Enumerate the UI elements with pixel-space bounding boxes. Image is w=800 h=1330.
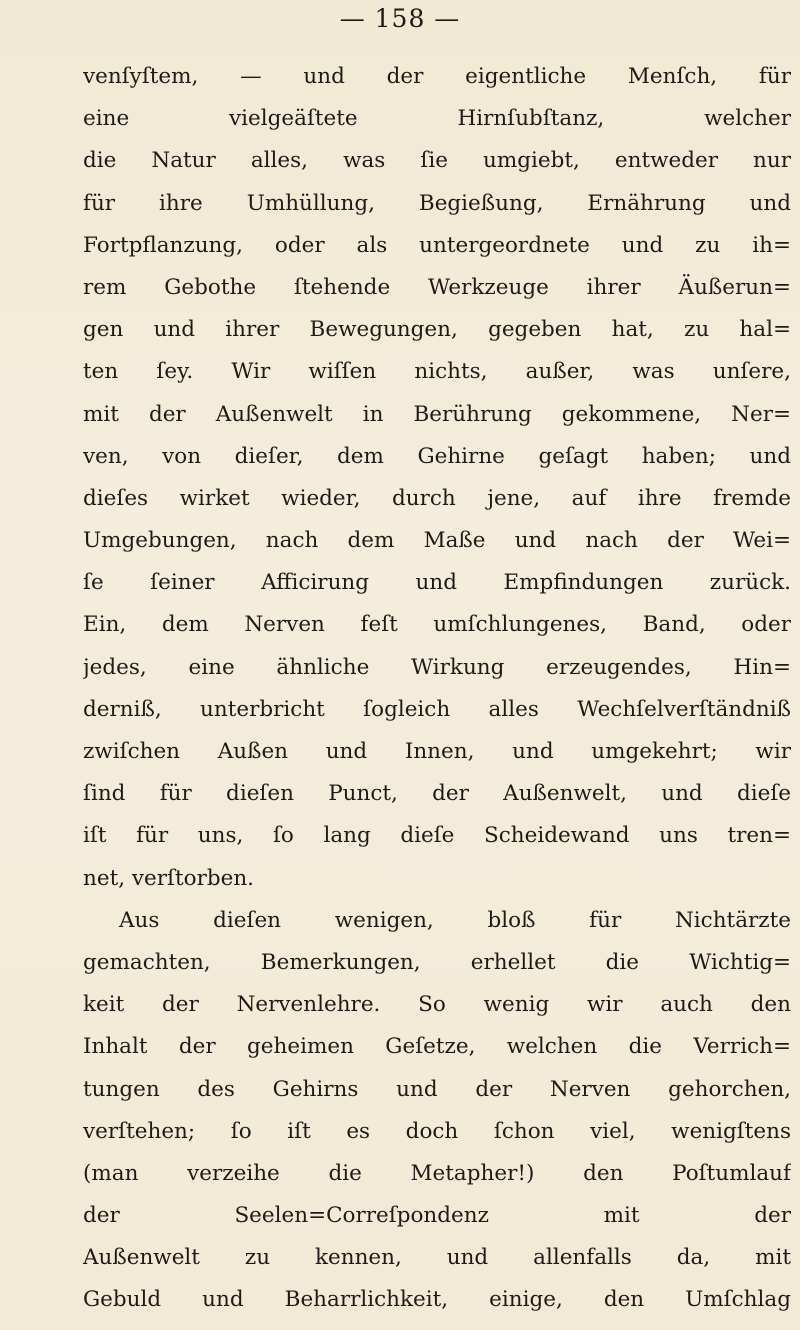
text-line: für ihre Umhüllung, Begießung, Ernährung und xyxy=(83,190,791,216)
text-line: die Natur alles, was ſie umgiebt, entweder nur xyxy=(83,148,791,174)
text-line: dieſes wirket wieder, durch jene, auf ihre fremde xyxy=(83,485,791,511)
text-line: jedes, eine ähnliche Wirkung erzeugendes, Hin= xyxy=(83,654,791,680)
body-text xyxy=(83,56,791,1322)
text-line: Aus dieſen wenigen, bloß für Nichtärzte xyxy=(119,907,791,933)
text-line: Ein, dem Nerven feſt umſchlungenes, Band, oder xyxy=(83,612,791,638)
text-line: Inhalt der geheimen Geſetze, welchen die Verrich= xyxy=(83,1034,791,1060)
text-line: gemachten, Bemerkungen, erhellet die Wichtig= xyxy=(83,949,791,975)
text-line: tungen des Gehirns und der Nerven gehorchen, xyxy=(83,1076,791,1102)
text-line: gen und ihrer Bewegungen, gegeben hat, zu hal= xyxy=(83,317,791,343)
page-number: — 158 — xyxy=(339,4,461,33)
text-line: zwiſchen Außen und Innen, und umgekehrt; wir xyxy=(83,739,791,764)
text-line: verſtehen; ſo iſt es doch ſchon viel, wenigſtens xyxy=(83,1118,791,1144)
text-line: venſyſtem, — und der eigentliche Menſch, für xyxy=(83,64,791,89)
text-line: keit der Nervenlehre. So wenig wir auch den xyxy=(83,992,791,1018)
text-line: iſt für uns, ſo lang dieſe Scheidewand uns tren= xyxy=(83,823,791,849)
text-line: net, verſtorben. xyxy=(83,865,255,891)
text-line: (man verzeihe die Metapher!) den Poſtumlauf xyxy=(83,1160,791,1186)
text-line: mit der Außenwelt in Berührung gekommene, Ner= xyxy=(83,401,791,427)
text-line: eine vielgeäſtete Hirnſubſtanz, welcher xyxy=(83,106,791,132)
text-line: der Seelen=Correſpondenz mit der xyxy=(83,1203,791,1229)
text-line: ten ſey. Wir wiſſen nichts, außer, was unſere, xyxy=(83,359,791,385)
text-line: ven, von dieſer, dem Gehirne geſagt haben; und xyxy=(83,443,791,469)
text-line: Außenwelt zu kennen, und allenfalls da, mit xyxy=(83,1245,791,1271)
text-line: ſe ſeiner Afficirung und Empfindungen zurück. xyxy=(83,570,791,596)
text-line: Fortpflanzung, oder als untergeordnete und zu ih= xyxy=(83,232,791,258)
text-line: Gebuld und Beharrlichkeit, einige, den Umſchlag xyxy=(83,1287,791,1313)
text-line: Umgebungen, nach dem Maße und nach der Wei= xyxy=(83,528,791,554)
text-line: derniß, unterbricht ſogleich alles Wechſelverſtändniß xyxy=(83,696,791,722)
text-line: ſind für dieſen Punct, der Außenwelt, und dieſe xyxy=(83,781,791,807)
text-line: rem Gebothe ſtehende Werkzeuge ihrer Äußerun= xyxy=(83,274,791,300)
